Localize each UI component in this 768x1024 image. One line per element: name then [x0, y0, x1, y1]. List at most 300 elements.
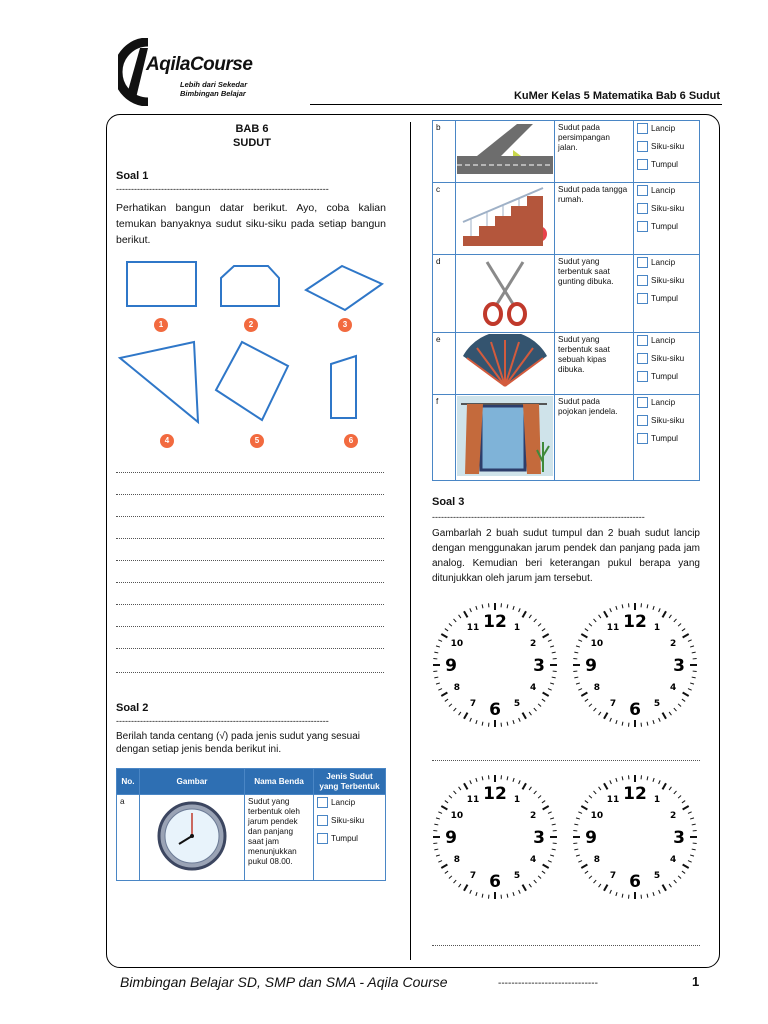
clock-tick [548, 812, 552, 814]
clock-tick [576, 818, 580, 819]
clock-tick [659, 890, 661, 894]
answer-line[interactable] [116, 516, 384, 517]
clock-tick [552, 652, 556, 653]
clock-tick [589, 624, 592, 627]
answer-line[interactable] [116, 648, 384, 649]
clock-tick [594, 791, 597, 794]
clock-tick [476, 778, 477, 782]
clock-tick [599, 712, 601, 715]
checkbox-siku-siku[interactable]: Siku-siku [317, 815, 382, 826]
clock-numeral: 7 [609, 699, 617, 710]
clock-tick [543, 693, 549, 697]
clock-tick [513, 892, 514, 896]
clock-numeral: 4 [529, 855, 537, 865]
checkbox-tumpul[interactable]: Tumpul [637, 433, 696, 444]
clock-tick [683, 865, 689, 869]
clock-tick [688, 640, 692, 642]
clock-tick [441, 806, 447, 810]
row-name: Sudut yang terbentuk oleh jarum pendek dan panjang saat jam menunjukkan pukul 08.00. [245, 795, 314, 881]
clock-tick [622, 604, 623, 608]
clock-numeral: 4 [529, 683, 537, 693]
clock-tick [550, 683, 554, 684]
clock-tick [507, 722, 508, 726]
clock-tick [581, 865, 587, 869]
clock-numeral: 7 [609, 871, 617, 882]
clock-tick [464, 713, 468, 719]
clock-numeral: 11 [466, 622, 480, 633]
clock-tick [529, 615, 531, 618]
clock-tick [459, 615, 461, 618]
clock-tick [663, 611, 667, 617]
clock-numeral: 5 [513, 699, 521, 710]
checkbox-siku-siku[interactable]: Siku-siku [637, 353, 696, 364]
clock-tick [550, 818, 554, 819]
clock-tick [542, 699, 545, 701]
soal3-heading: Soal 3 [432, 496, 465, 508]
clock-tick [647, 894, 648, 898]
clock-tick [585, 629, 588, 631]
clock-tick [647, 722, 648, 726]
clock-tick [529, 712, 531, 715]
clock-tick [678, 796, 681, 799]
header-rule [310, 104, 722, 105]
clock-tick [659, 718, 661, 722]
clock-tick [436, 683, 440, 684]
clock-tick [674, 619, 677, 622]
shape-pentagon [221, 266, 279, 306]
col-gambar: Gambar [140, 769, 245, 795]
checkbox-siku-siku[interactable]: Siku-siku [637, 275, 696, 286]
clock-tick [604, 885, 608, 891]
clock-face[interactable] [430, 600, 560, 730]
clock-numeral: 4 [669, 683, 677, 693]
answer-line[interactable] [116, 538, 384, 539]
window-image [457, 396, 553, 476]
stairs-image [457, 184, 553, 250]
shape-number-3: 3 [338, 318, 352, 332]
clock-numeral: 7 [469, 871, 477, 882]
clock-tick [674, 791, 677, 794]
clock-tick [683, 806, 689, 810]
clock-tick [594, 708, 597, 711]
clock-tick [454, 791, 457, 794]
soal2-rule: ----------------------------------------------------------------------- [116, 716, 329, 726]
clock-tick [616, 892, 617, 896]
clock-tick [449, 704, 452, 707]
clock-tick [692, 849, 696, 850]
clock-tick [581, 806, 587, 810]
footer-text: Bimbingan Belajar SD, SMP dan SMA - Aqila Course [120, 974, 448, 990]
clock-tick [585, 699, 588, 701]
clock-tick [669, 884, 671, 887]
clock-tick [482, 894, 483, 898]
clock-tick [548, 640, 552, 642]
clock-tick [622, 894, 623, 898]
clock-numeral: 9 [445, 828, 457, 848]
clock-tick [464, 885, 468, 891]
clock-tick [669, 787, 671, 790]
page-header-title: KuMer Kelas 5 Matematika Bab 6 Sudut [513, 90, 720, 102]
clock-numeral: 10 [590, 639, 604, 649]
clock-tick [449, 624, 452, 627]
clock-tick [470, 890, 472, 894]
clock-tick [434, 824, 438, 825]
clock-tick [690, 818, 694, 819]
checkbox-tumpul[interactable]: Tumpul [637, 159, 696, 170]
clock-tick [581, 693, 587, 697]
clock-tick [464, 783, 468, 789]
clock-tick [542, 629, 545, 631]
clock-tick [688, 861, 692, 863]
clock-tick [441, 865, 447, 869]
table-row: e Sudut yang terbentuk saat sebuah kipas dibuka. Lancip Siku-siku Tumpul [433, 333, 700, 395]
clock-tick [653, 606, 654, 610]
clock-tick [543, 865, 549, 869]
clock-tick [470, 780, 472, 784]
clock-tick [578, 812, 582, 814]
clock-tick [529, 787, 531, 790]
clock-numeral: 8 [453, 855, 461, 865]
checkbox-lancip[interactable]: Lancip [637, 123, 696, 134]
clock-tick [552, 849, 556, 850]
clock-tick [445, 801, 448, 803]
clock-tick [459, 712, 461, 715]
clock-tick [578, 861, 582, 863]
clock-tick [454, 880, 457, 883]
clock-tick [574, 677, 578, 678]
clock-tick [454, 708, 457, 711]
clock-numeral: 7 [469, 699, 477, 710]
clock-tick [534, 791, 537, 794]
clock-numeral: 1 [653, 622, 661, 633]
clock-tick [669, 712, 671, 715]
clock-tick [594, 880, 597, 883]
clock-tick [529, 884, 531, 887]
clock-numeral: 9 [585, 828, 597, 848]
clock-tick [538, 704, 541, 707]
clock-tick [688, 689, 692, 691]
checkbox-siku-siku[interactable]: Siku-siku [637, 203, 696, 214]
clock-numeral: 5 [653, 699, 661, 710]
clock-tick [604, 611, 608, 617]
clock-tick [616, 778, 617, 782]
clock-tick [669, 615, 671, 618]
clock-tick [436, 646, 440, 647]
clock-tick [519, 780, 521, 784]
clock-tick [574, 824, 578, 825]
clock-tick [436, 855, 440, 856]
clock-tick [576, 683, 580, 684]
clock-tick [445, 699, 448, 701]
clock-tick [688, 812, 692, 814]
table-row: c Sudut pada tangga rumah. Lancip Siku-siku Tumpul [433, 183, 700, 255]
answer-line[interactable] [432, 760, 700, 761]
clock-numeral: 4 [669, 855, 677, 865]
clock-tick [548, 689, 552, 691]
clock-numeral: 6 [629, 700, 641, 720]
clock-tick [663, 783, 667, 789]
soal1-rule: ----------------------------------------------------------------------- [116, 184, 329, 194]
clock-tick [538, 624, 541, 627]
clock-tick [594, 619, 597, 622]
table-row: b Sudut pada persimpangan jalan. Lancip Siku-siku Tumpul [433, 121, 700, 183]
clock-tick [507, 604, 508, 608]
clock-tick [610, 890, 612, 894]
clock-tick [438, 812, 442, 814]
clock-numeral: 6 [629, 872, 641, 892]
checkbox-tumpul[interactable]: Tumpul [637, 293, 696, 304]
clock-tick [674, 708, 677, 711]
hand-fan-image [457, 334, 553, 390]
clock-numeral: 10 [450, 811, 464, 821]
clock-tick [454, 619, 457, 622]
clock-tick [552, 824, 556, 825]
clock-tick [513, 720, 514, 724]
clock-tick [438, 861, 442, 863]
clock-tick [482, 776, 483, 780]
table-row: f Sudut pada pojokan jendela. Lancip Siku-siku Tumpul [433, 395, 700, 481]
clock-numeral: 9 [585, 656, 597, 676]
clock-tick [578, 640, 582, 642]
clock-tick [610, 780, 612, 784]
clock-tick [576, 855, 580, 856]
clock-tick [534, 708, 537, 711]
shape-trapezoid [331, 356, 356, 418]
soal2-table-left [116, 768, 386, 881]
clock-tick [513, 778, 514, 782]
answer-line[interactable] [432, 945, 700, 946]
clock-face[interactable] [570, 600, 700, 730]
checkbox-lancip[interactable]: Lancip [637, 335, 696, 346]
clock-tick [622, 722, 623, 726]
soal1-heading: Soal 1 [116, 170, 149, 182]
clock-tick [507, 776, 508, 780]
table-row: d Sudut yang terbentuk saat gunting dibuka. Lancip Siku-siku Tumpul [433, 255, 700, 333]
shape-number-6: 6 [344, 434, 358, 448]
shape-rectangle [127, 262, 196, 306]
logo-tagline: Lebih dari Sekedar Bimbingan Belajar [180, 80, 248, 98]
clock-tick [523, 885, 527, 891]
clock-tick [538, 876, 541, 879]
answer-line[interactable] [116, 626, 384, 627]
clock-tick [438, 689, 442, 691]
clock-tick [441, 693, 447, 697]
clock-tick [589, 704, 592, 707]
shapes-figure [116, 250, 388, 460]
clock-numeral: 9 [445, 656, 457, 676]
shape-square [216, 342, 288, 420]
clock-numeral: 1 [653, 794, 661, 805]
clock-numeral: 8 [593, 855, 601, 865]
page-number: 1 [692, 974, 700, 989]
footer-rule: ------------------------------ [498, 978, 598, 989]
row-image [140, 795, 245, 881]
soal2-text: Berilah tanda centang (√) pada jenis sudut yang sesuai dengan setiap jenis benda berikut ini. [116, 731, 360, 755]
clock-tick [682, 629, 685, 631]
clock-numeral: 8 [453, 683, 461, 693]
clock-numeral: 12 [483, 612, 507, 632]
clock-tick [692, 652, 696, 653]
clock-tick [519, 890, 521, 894]
soal1-text: Perhatikan bangun datar berikut. Ayo, coba kalian temukan banyaknya sudut siku-siku pada setiap bangun berikut. [116, 202, 386, 246]
clock-tick [542, 801, 545, 803]
checkbox-lancip[interactable]: Lancip [317, 797, 382, 808]
shape-number-2: 2 [244, 318, 258, 332]
clock-tick [543, 634, 549, 638]
shape-number-5: 5 [250, 434, 264, 448]
clock-tick [513, 606, 514, 610]
clock-tick [599, 615, 601, 618]
clock-numeral: 2 [529, 639, 537, 649]
clock-face[interactable] [430, 772, 560, 902]
clock-tick [578, 689, 582, 691]
clock-tick [683, 693, 689, 697]
clock-tick [476, 720, 477, 724]
scissors-image [457, 256, 553, 328]
clock-tick [653, 892, 654, 896]
clock-tick [647, 776, 648, 780]
clock-tick [523, 713, 527, 719]
clock-tick [690, 683, 694, 684]
clock-numeral: 11 [466, 794, 480, 805]
clock-numeral: 12 [623, 784, 647, 804]
clock-numeral: 12 [483, 784, 507, 804]
clock-tick [574, 652, 578, 653]
checkbox-siku-siku[interactable]: Siku-siku [637, 415, 696, 426]
clock-tick [585, 871, 588, 873]
clock-tick [659, 608, 661, 612]
clock-tick [548, 861, 552, 863]
clock-tick [589, 796, 592, 799]
checkbox-lancip[interactable]: Lancip [637, 397, 696, 408]
shape-number-1: 1 [154, 318, 168, 332]
clock-tick [470, 718, 472, 722]
clock-numeral: 6 [489, 700, 501, 720]
clock-tick [482, 722, 483, 726]
checkbox-tumpul[interactable]: Tumpul [637, 371, 696, 382]
answer-line[interactable] [116, 604, 384, 605]
clock-tick [441, 634, 447, 638]
clock-numeral: 3 [673, 828, 685, 848]
clock-tick [470, 608, 472, 612]
clock-tick [682, 699, 685, 701]
soal2-heading: Soal 2 [116, 702, 149, 714]
clock-numeral: 3 [533, 656, 545, 676]
clock-tick [438, 640, 442, 642]
clock-tick [552, 677, 556, 678]
checkbox-lancip[interactable]: Lancip [637, 185, 696, 196]
clock-tick [519, 608, 521, 612]
clock-tick [445, 871, 448, 873]
clock-tick [653, 720, 654, 724]
clock-tick [574, 849, 578, 850]
clock-numeral: 2 [669, 811, 677, 821]
clock-tick [678, 624, 681, 627]
clock-tick [604, 713, 608, 719]
clock-tick [604, 783, 608, 789]
road-intersection-image [457, 122, 553, 178]
clock-tick [576, 646, 580, 647]
clock-tick [682, 801, 685, 803]
shape-rhombus [306, 266, 382, 310]
clock-tick [674, 880, 677, 883]
clock-numeral: 10 [450, 639, 464, 649]
clock-tick [449, 876, 452, 879]
clock-tick [599, 787, 601, 790]
clock-tick [436, 818, 440, 819]
clock-tick [653, 778, 654, 782]
clock-tick [550, 646, 554, 647]
checkbox-tumpul[interactable]: Tumpul [637, 221, 696, 232]
clock-tick [434, 849, 438, 850]
checkbox-lancip[interactable]: Lancip [637, 257, 696, 268]
soal3-text: Gambarlah 2 buah sudut tumpul dan 2 buah sudut lancip dengan menggunakan jarum pendek dan panjang pada jam analog. Kemudian beri keterangan pukul berapa yang ditunjukkan oleh jarum jam tersebut. [432, 528, 700, 584]
answer-line[interactable] [116, 560, 384, 561]
checkbox-tumpul[interactable]: Tumpul [317, 833, 382, 844]
clock-tick [534, 880, 537, 883]
clock-tick [659, 780, 661, 784]
clock-tick [690, 646, 694, 647]
clock-numeral: 11 [606, 794, 620, 805]
clock-tick [542, 871, 545, 873]
answer-line[interactable] [116, 494, 384, 495]
clock-tick [610, 718, 612, 722]
col-jenis-sudut: Jenis Sudut yang Terbentuk [314, 769, 386, 795]
clock-tick [523, 611, 527, 617]
wall-clock-image [143, 797, 241, 875]
clock-tick [476, 606, 477, 610]
shape-triangle [120, 342, 198, 422]
soal2-table-right [432, 120, 700, 481]
clock-tick [683, 634, 689, 638]
clock-tick [538, 796, 541, 799]
clock-numeral: 8 [593, 683, 601, 693]
clock-numeral: 1 [513, 622, 521, 633]
clock-numeral: 6 [489, 872, 501, 892]
clock-tick [459, 884, 461, 887]
clock-tick [692, 824, 696, 825]
clock-tick [610, 608, 612, 612]
clock-tick [599, 884, 601, 887]
clock-tick [476, 892, 477, 896]
clock-numeral: 1 [513, 794, 521, 805]
column-divider [410, 122, 411, 960]
clock-tick [482, 604, 483, 608]
answer-line[interactable] [116, 582, 384, 583]
clock-tick [523, 783, 527, 789]
clock-tick [589, 876, 592, 879]
answer-line[interactable] [116, 472, 384, 473]
checkbox-siku-siku[interactable]: Siku-siku [637, 141, 696, 152]
soal3-rule: ----------------------------------------------------------------------- [432, 512, 645, 522]
answer-line[interactable] [116, 672, 384, 673]
clock-tick [543, 806, 549, 810]
clock-tick [459, 787, 461, 790]
clock-numeral: 3 [533, 828, 545, 848]
clock-tick [434, 652, 438, 653]
clock-tick [519, 718, 521, 722]
clock-tick [682, 871, 685, 873]
clock-face[interactable] [570, 772, 700, 902]
col-no: No. [117, 769, 140, 795]
clock-tick [616, 606, 617, 610]
clock-tick [550, 855, 554, 856]
clock-tick [616, 720, 617, 724]
logo-name: AqilaCourse [146, 54, 253, 75]
shape-number-4: 4 [160, 434, 174, 448]
clock-numeral: 2 [529, 811, 537, 821]
clock-tick [678, 876, 681, 879]
